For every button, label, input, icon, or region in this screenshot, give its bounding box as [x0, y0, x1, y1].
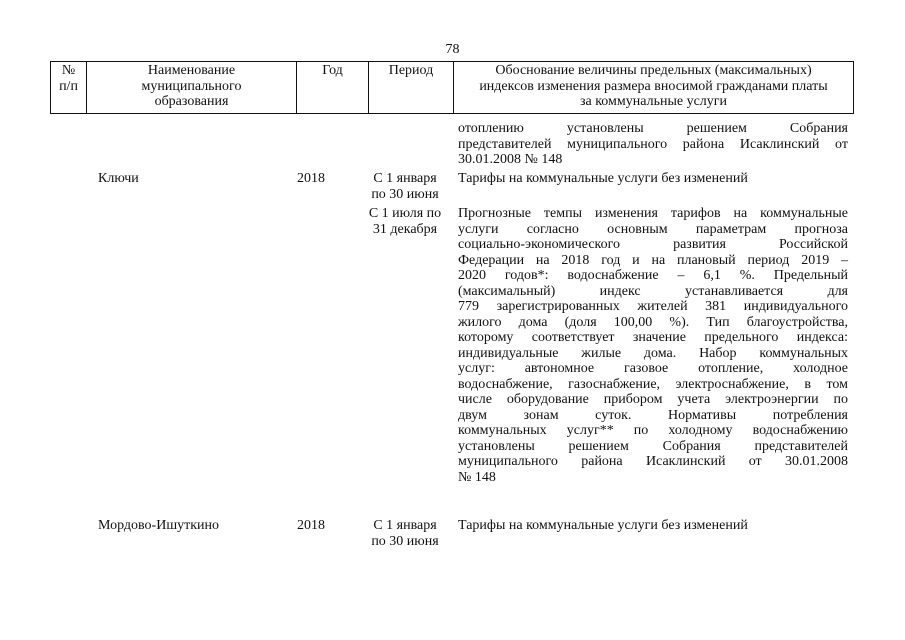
justification-line: водоснабжение, газоснабжение, электроснабжение, в том	[458, 376, 848, 392]
page-number: 78	[445, 42, 460, 57]
tariff-note: Тарифы на коммунальные услуги без изменений	[458, 171, 748, 186]
tariff-note: Тарифы на коммунальные услуги без изменений	[458, 518, 748, 533]
justification-text	[458, 206, 848, 485]
justification-line: двум зонам суток. Нормативы потребления	[458, 407, 848, 423]
municipality-name: Мордово-Ишуткино	[98, 518, 220, 533]
table-header	[50, 61, 854, 114]
header-justification: Обоснование величины предельных (максимальных) индексов изменения размера вносимой гражданами платы за коммунальные услуги	[454, 62, 854, 114]
justification-line: Прогнозные темпы изменения тарифов на коммунальные	[458, 206, 848, 221]
justification-line: числе оборудование прибором учета электроэнергии по	[458, 392, 848, 407]
header-period: Период	[369, 62, 454, 114]
justification-line: № 148	[458, 469, 496, 485]
justification-line: установлены решением Собрания представителей	[458, 438, 848, 454]
justification-line: коммунальных услуг** по холодному водоснабжению	[458, 423, 848, 438]
justification-line: 2020 годов*: водоснабжение – 6,1 %. Предельный	[458, 268, 848, 283]
justification-line: (максимальный) индекс устанавливается для	[458, 283, 848, 299]
year: 2018	[297, 171, 325, 186]
continuation-line: 30.01.2008 № 148	[458, 152, 563, 167]
justification-line: которому соответствует значение предельного индекса:	[458, 330, 848, 345]
justification-line: индивидуальные жилые дома. Набор коммунальных	[458, 345, 848, 361]
municipality-name: Ключи	[98, 171, 139, 186]
header-municipality-name: Наименование муниципального образования	[87, 62, 297, 114]
justification-line: жилого дома (доля 100,00 %). Тип благоустройства,	[458, 314, 848, 330]
continuation-line: представителей муниципального района Исаклинский от	[458, 136, 848, 152]
justification-line: Федерации на 2018 год и на плановый период 2019 –	[458, 252, 848, 268]
justification-line: социально-экономического развития Российской	[458, 237, 848, 252]
header-number: № п/п	[51, 62, 87, 114]
continuation-text	[458, 121, 848, 168]
period-first-half: С 1 января по 30 июня	[371, 518, 439, 549]
continuation-line: отоплению установлены решением Собрания	[458, 121, 848, 136]
justification-line: муниципального района Исаклинский от 30.01.2008	[458, 454, 848, 469]
justification-line: 779 зарегистрированных жителей 381 индивидуального	[458, 299, 848, 314]
header-year: Год	[297, 62, 369, 114]
period-second-half: С 1 июля по 31 декабря	[368, 206, 442, 237]
justification-line: услуг: автономное газовое отопление, холодное	[458, 361, 848, 376]
justification-line: услуги согласно основным параметрам прогноза	[458, 221, 848, 237]
year: 2018	[297, 518, 325, 533]
period-first-half: С 1 января по 30 июня	[371, 171, 439, 202]
